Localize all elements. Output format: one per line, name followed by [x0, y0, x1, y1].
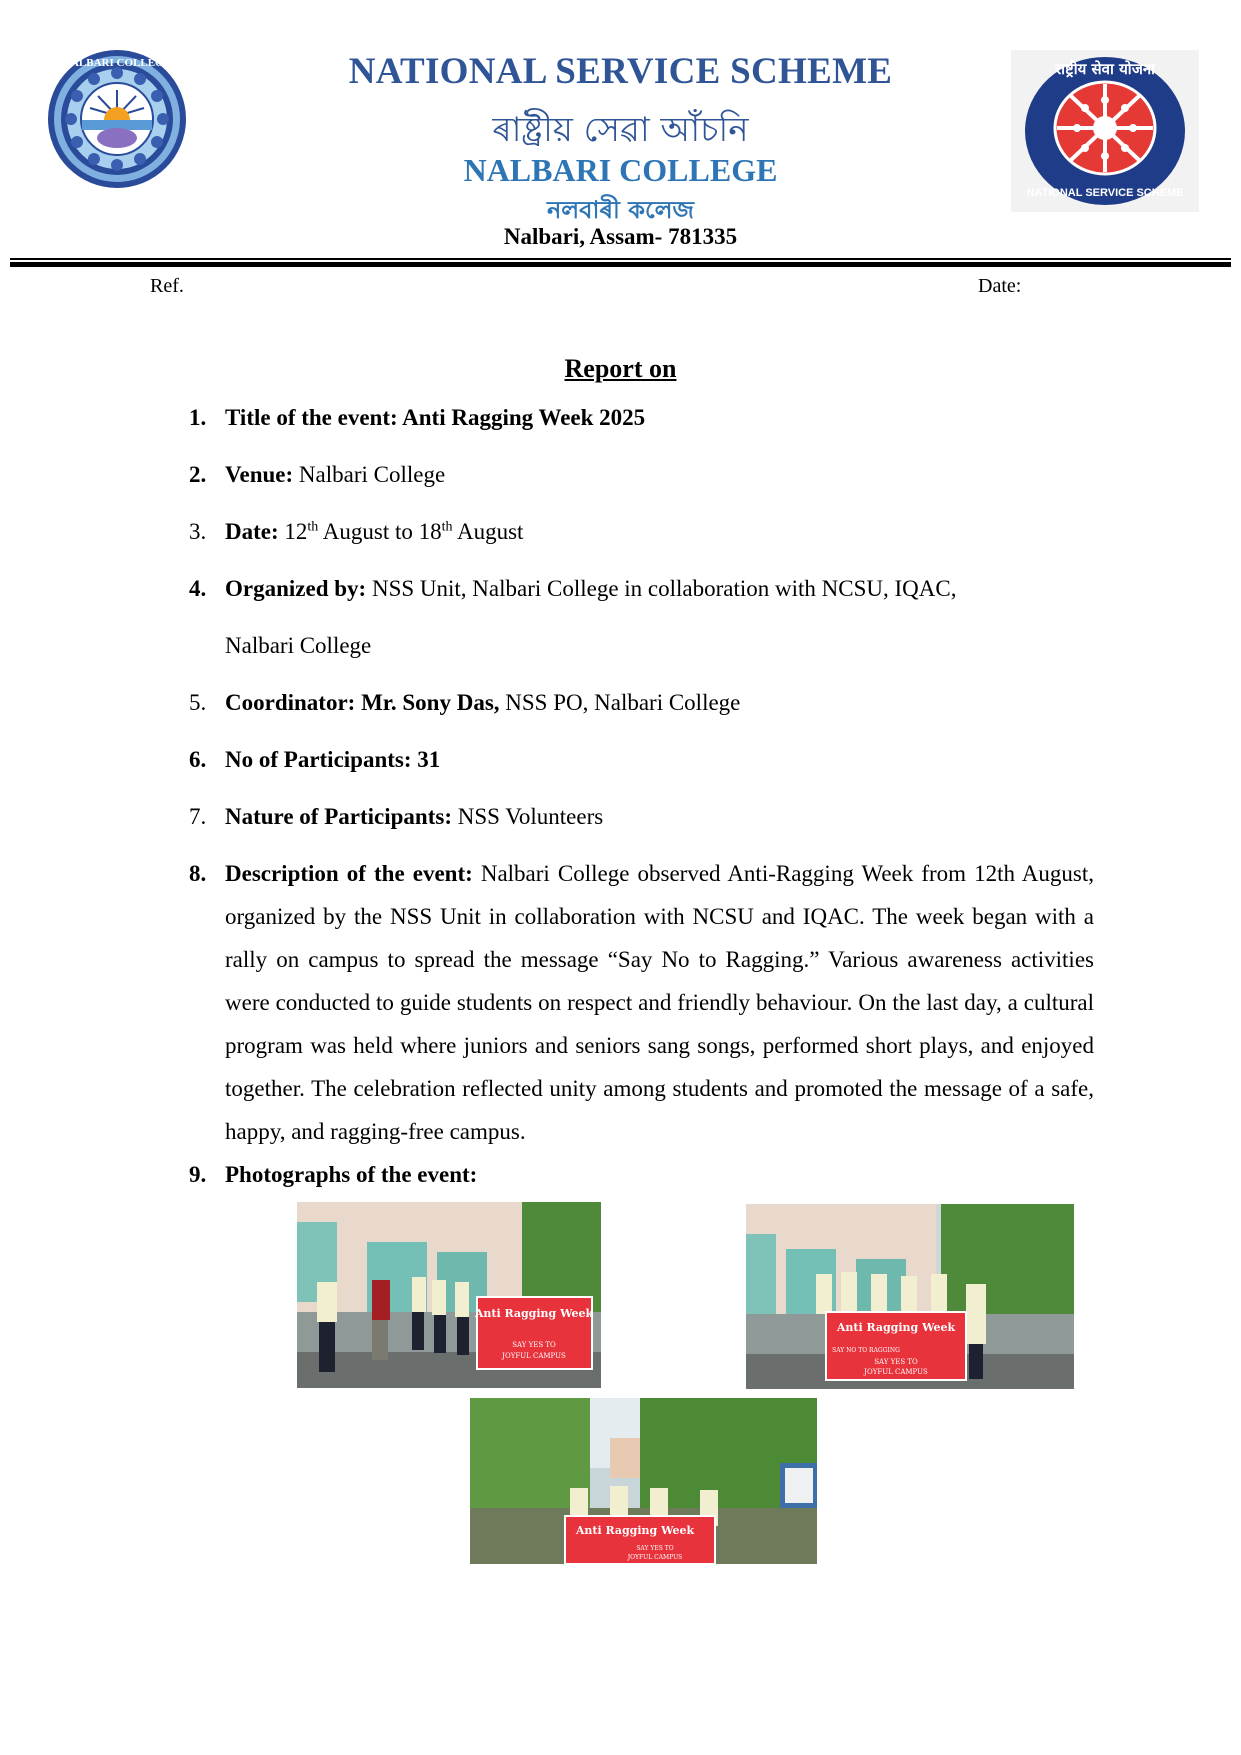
- item-number: 8.: [189, 861, 207, 886]
- item-label: Description of the event:: [225, 861, 473, 886]
- banner-title: Anti Ragging Week: [474, 1307, 594, 1320]
- report-item-coordinator: [189, 681, 1094, 724]
- item-label: Nature of Participants:: [225, 804, 452, 829]
- header-college-name: NALBARI COLLEGE: [463, 152, 778, 188]
- item-label: Photographs of the event:: [225, 1162, 478, 1187]
- item-label: Date:: [225, 519, 279, 544]
- date-start-day: 12: [278, 519, 308, 544]
- banner-title: Anti Ragging Week: [575, 1524, 695, 1537]
- item-number: 6.: [189, 747, 207, 772]
- item-value: Nalbari College observed Anti-Ragging Week from 12th August, organized by the NSS Unit in collaboration with NCSU and IQAC. The week began with a rally on campus to spread the message “Say No to Ragging.” Various awareness activities were conducted to guide students on respect and friendly behaviour. On the last day, a cultural program was held where juniors and seniors sang songs, performed short plays, and enjoyed together. The celebration reflected unity among students and promoted the message of a safe, happy, and ragging-free campus.: [225, 861, 1094, 1144]
- ref-label: Ref.: [150, 275, 184, 297]
- report-item-title: [189, 396, 1094, 439]
- report-item-venue: [189, 453, 1094, 496]
- rally-photo-3: [470, 1398, 817, 1564]
- item-value: NSS PO, Nalbari College: [499, 690, 741, 715]
- report-item-photographs: [189, 1153, 1094, 1196]
- report-item-description: [189, 852, 1094, 1153]
- banner-line0: SAY NO TO RAGGING: [832, 1347, 900, 1354]
- emblem-top-text: NALBARI COLLEGE: [63, 57, 171, 69]
- item-label: Organized by:: [225, 576, 367, 601]
- header-divider-thin: [10, 258, 1231, 260]
- item-number: 7.: [189, 804, 207, 829]
- nss-hindi-text: राष्ट्रीय सेवा योजना: [1054, 60, 1156, 78]
- date-label: Date:: [978, 275, 1022, 297]
- item-label: Title of the event: Anti Ragging Week 2025: [225, 405, 646, 430]
- report-item-participants-count: [189, 738, 1094, 781]
- item-number: 4.: [189, 576, 207, 601]
- date-start-suffix: th: [307, 519, 319, 535]
- item-number: 9.: [189, 1162, 207, 1187]
- banner-title: Anti Ragging Week: [836, 1321, 956, 1334]
- date-end: August: [452, 519, 524, 544]
- item-value-continued: Nalbari College: [225, 633, 372, 658]
- header-divider-thick: [10, 262, 1231, 267]
- item-number: 2.: [189, 462, 207, 487]
- banner-line1: SAY YES TO: [636, 1545, 674, 1552]
- item-number: 3.: [189, 519, 207, 544]
- report-item-date: [189, 510, 1094, 553]
- item-label: Coordinator: Mr. Sony Das,: [225, 690, 500, 715]
- rally-photo-2: [746, 1204, 1074, 1389]
- header-address: Nalbari, Assam- 781335: [503, 224, 738, 249]
- date-end-suffix: th: [441, 519, 453, 535]
- item-value: NSS Unit, Nalbari College in collaboration with NCSU, IQAC,: [366, 576, 957, 601]
- banner-line1: SAY YES TO: [512, 1341, 556, 1349]
- banner-line2: JOYFUL CAMPUS: [864, 1368, 928, 1376]
- header-title-assamese: ৰাষ্ট্ৰীয় সেৱা আঁচনি: [492, 110, 749, 150]
- item-label: Venue:: [225, 462, 294, 487]
- date-mid: August to 18: [318, 519, 442, 544]
- item-label: No of Participants: 31: [225, 747, 441, 772]
- rally-photo-1: [297, 1202, 601, 1388]
- report-item-organizer: [189, 567, 1094, 610]
- item-number: 1.: [189, 405, 207, 430]
- item-number: 5.: [189, 690, 207, 715]
- report-item-organizer-continued: [189, 624, 1094, 667]
- header-title: NATIONAL SERVICE SCHEME: [348, 51, 893, 92]
- report-heading: Report on: [564, 354, 677, 383]
- banner-line2: JOYFUL CAMPUS: [627, 1554, 683, 1561]
- banner-line1: SAY YES TO: [874, 1358, 918, 1366]
- header-college-name-assamese: নলবাৰী কলেজ: [546, 196, 695, 224]
- banner-line2: JOYFUL CAMPUS: [502, 1352, 566, 1360]
- item-value: NSS Volunteers: [451, 804, 604, 829]
- item-value: Nalbari College: [293, 462, 446, 487]
- report-item-participants-nature: [189, 795, 1094, 838]
- nss-english-text: NATIONAL SERVICE SCHEME: [1026, 187, 1184, 199]
